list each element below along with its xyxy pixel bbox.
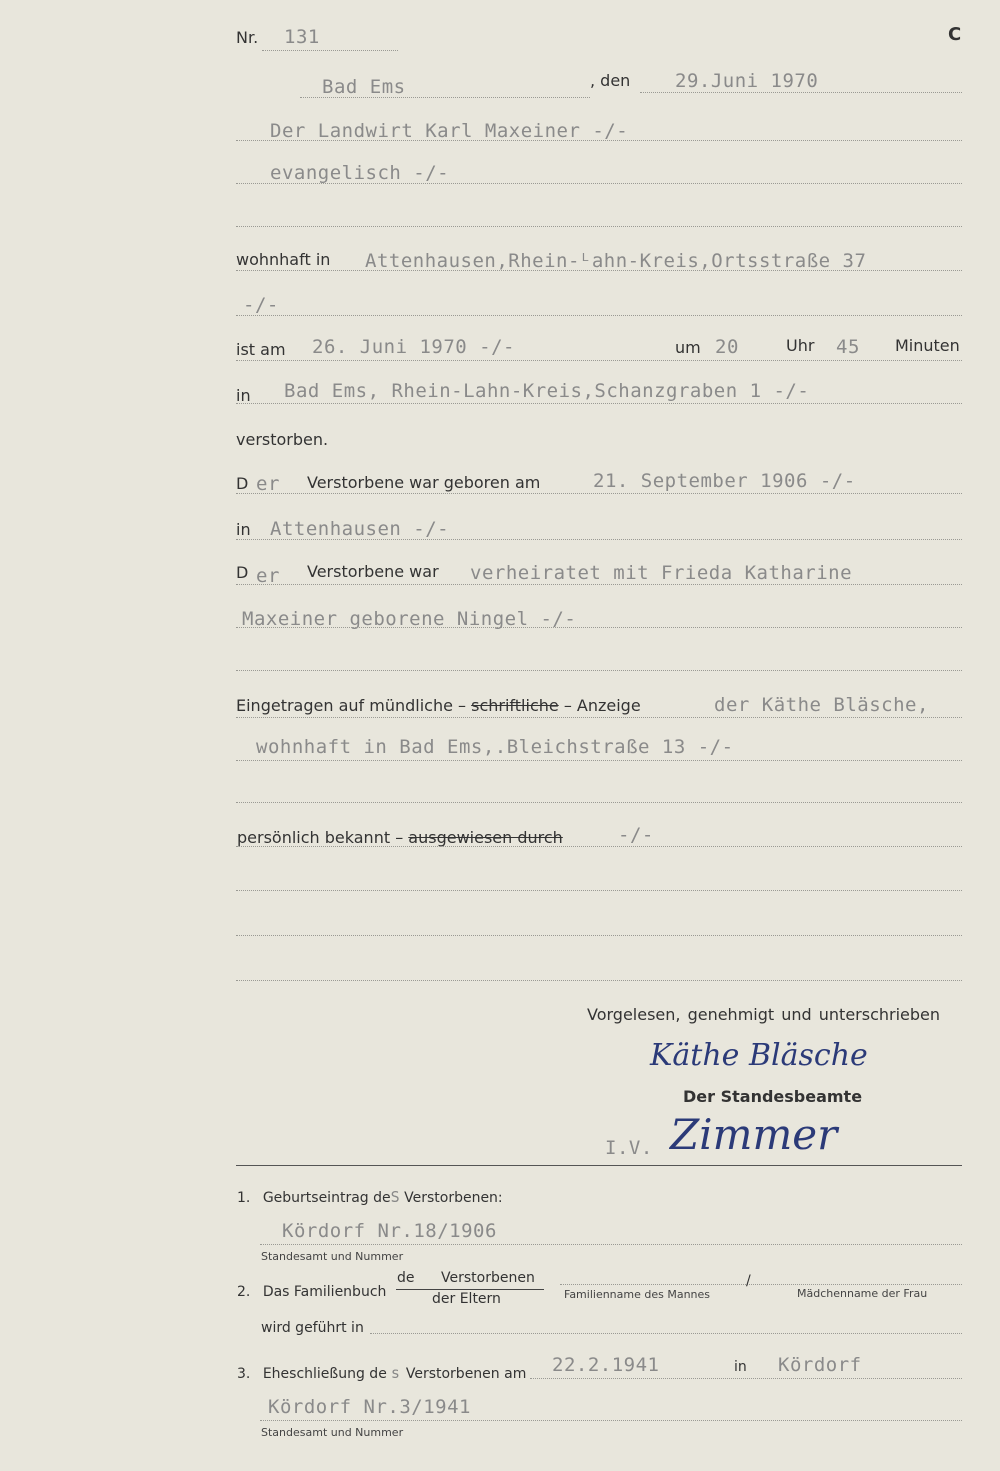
time-minuten-label: Minuten xyxy=(895,336,960,355)
identity-label: persönlich bekannt – xyxy=(237,828,404,847)
official-signature: Zimmer xyxy=(670,1110,838,1159)
residence-label: wohnhaft in xyxy=(236,250,331,269)
informant-line-2: wohnhaft in Bad Ems,.Bleichstraße 13 -/- xyxy=(256,736,734,758)
frac-top-de: de xyxy=(397,1270,415,1286)
husband-surname-caption: Familienname des Mannes xyxy=(564,1288,711,1301)
signature-statement: Vorgelesen, genehmigt und unterschrieben xyxy=(587,1005,941,1024)
place-value: Bad Ems xyxy=(322,76,406,98)
birth-place-label: in xyxy=(236,520,251,539)
frac-top-word: Verstorbenen xyxy=(441,1270,535,1286)
family-book-kept-label: wird geführt in xyxy=(261,1320,364,1336)
footer-item-2-label: Das Familienbuch xyxy=(262,1284,387,1300)
birth-date: 21. September 1906 -/- xyxy=(593,470,856,492)
registration-struck-text: schriftliche xyxy=(471,696,559,715)
time-uhr-label: Uhr xyxy=(786,336,815,355)
record-number-label: Nr. xyxy=(236,28,259,47)
death-place-label: in xyxy=(236,386,251,405)
informant-line-1: der Käthe Bläsche, xyxy=(714,694,929,716)
marriage-register-value: Kördorf Nr.3/1941 xyxy=(268,1396,471,1418)
footer-item-3-s-typed: s xyxy=(390,1364,400,1382)
residence-value: Attenhausen,Rhein-ᴸahn-Kreis,Ortsstraße 37 xyxy=(365,250,867,272)
marital-value-2: Maxeiner geborene Ningel -/- xyxy=(242,608,577,630)
wife-maiden-name-caption: Mädchenname der Frau xyxy=(797,1287,928,1300)
marriage-date: 22.2.1941 xyxy=(552,1354,660,1376)
birth-entry-value: Kördorf Nr.18/1906 xyxy=(282,1220,497,1242)
footer-item-1-label: Geburtseintrag de xyxy=(262,1190,391,1206)
registration-label-start xyxy=(236,696,641,715)
footer-item-3 xyxy=(237,1364,526,1382)
informant-signature: Käthe Bläsche xyxy=(650,1038,868,1073)
footer-item-1-label-end: Verstorbenen: xyxy=(404,1190,503,1206)
death-minute: 45 xyxy=(836,336,860,358)
death-date-label: ist am xyxy=(236,340,286,359)
iv-label: I.V. xyxy=(605,1137,653,1159)
registration-label-end: – Anzeige xyxy=(563,696,641,715)
person-line-2: evangelisch -/- xyxy=(270,162,450,184)
footer-item-2-number: 2. xyxy=(237,1284,251,1300)
person-line-1: Der Landwirt Karl Maxeiner -/- xyxy=(270,120,629,142)
verstorben-label: verstorben. xyxy=(236,430,329,449)
marital-value-1: verheiratet mit Frieda Katharine xyxy=(470,562,853,584)
document-date: 29.Juni 1970 xyxy=(675,70,819,92)
marital-label: Verstorbene war xyxy=(307,562,439,581)
official-title: Der Standesbeamte xyxy=(683,1087,863,1106)
residence-continued: -/- xyxy=(243,294,279,316)
footer-item-3-number: 3. xyxy=(237,1366,251,1382)
footer-item-3-label-mid: Verstorbenen am xyxy=(405,1366,527,1382)
birth-d-label: D xyxy=(236,474,249,493)
identity-line xyxy=(237,828,563,847)
footer-item-1-s-typed: S xyxy=(390,1188,400,1206)
name-slash: / xyxy=(746,1273,751,1289)
marital-er-typed: er xyxy=(256,565,280,587)
registration-label-start-text: Eingetragen auf mündliche – xyxy=(236,696,467,715)
footer-item-1-number: 1. xyxy=(237,1190,251,1206)
identity-value: -/- xyxy=(618,824,654,846)
footer-item-1 xyxy=(237,1188,503,1206)
frac-bottom: der Eltern xyxy=(432,1291,501,1307)
marital-d-label: D xyxy=(236,563,249,582)
birth-place: Attenhausen -/- xyxy=(270,518,450,540)
footer-item-3-label: Eheschließung de xyxy=(262,1366,387,1382)
footer-divider xyxy=(236,1165,962,1166)
death-hour: 20 xyxy=(715,336,739,358)
birth-label: Verstorbene war geboren am xyxy=(307,473,541,492)
death-place: Bad Ems, Rhein-Lahn-Kreis,Schanzgraben 1 -/- xyxy=(284,380,810,402)
corner-letter: C xyxy=(948,24,962,45)
frac-line xyxy=(396,1289,544,1290)
den-label: , den xyxy=(590,71,631,90)
time-um-label: um xyxy=(675,338,701,357)
marriage-in-label: in xyxy=(734,1359,747,1375)
record-number-value: 131 xyxy=(284,26,320,48)
birth-er-typed: er xyxy=(256,473,280,495)
birth-entry-caption: Standesamt und Nummer xyxy=(261,1250,404,1263)
marriage-register-caption: Standesamt und Nummer xyxy=(261,1426,404,1439)
marriage-place: Kördorf xyxy=(778,1354,862,1376)
footer-item-2 xyxy=(237,1284,386,1300)
identity-struck-text: ausgewiesen durch xyxy=(408,828,563,847)
death-date: 26. Juni 1970 -/- xyxy=(312,336,515,358)
